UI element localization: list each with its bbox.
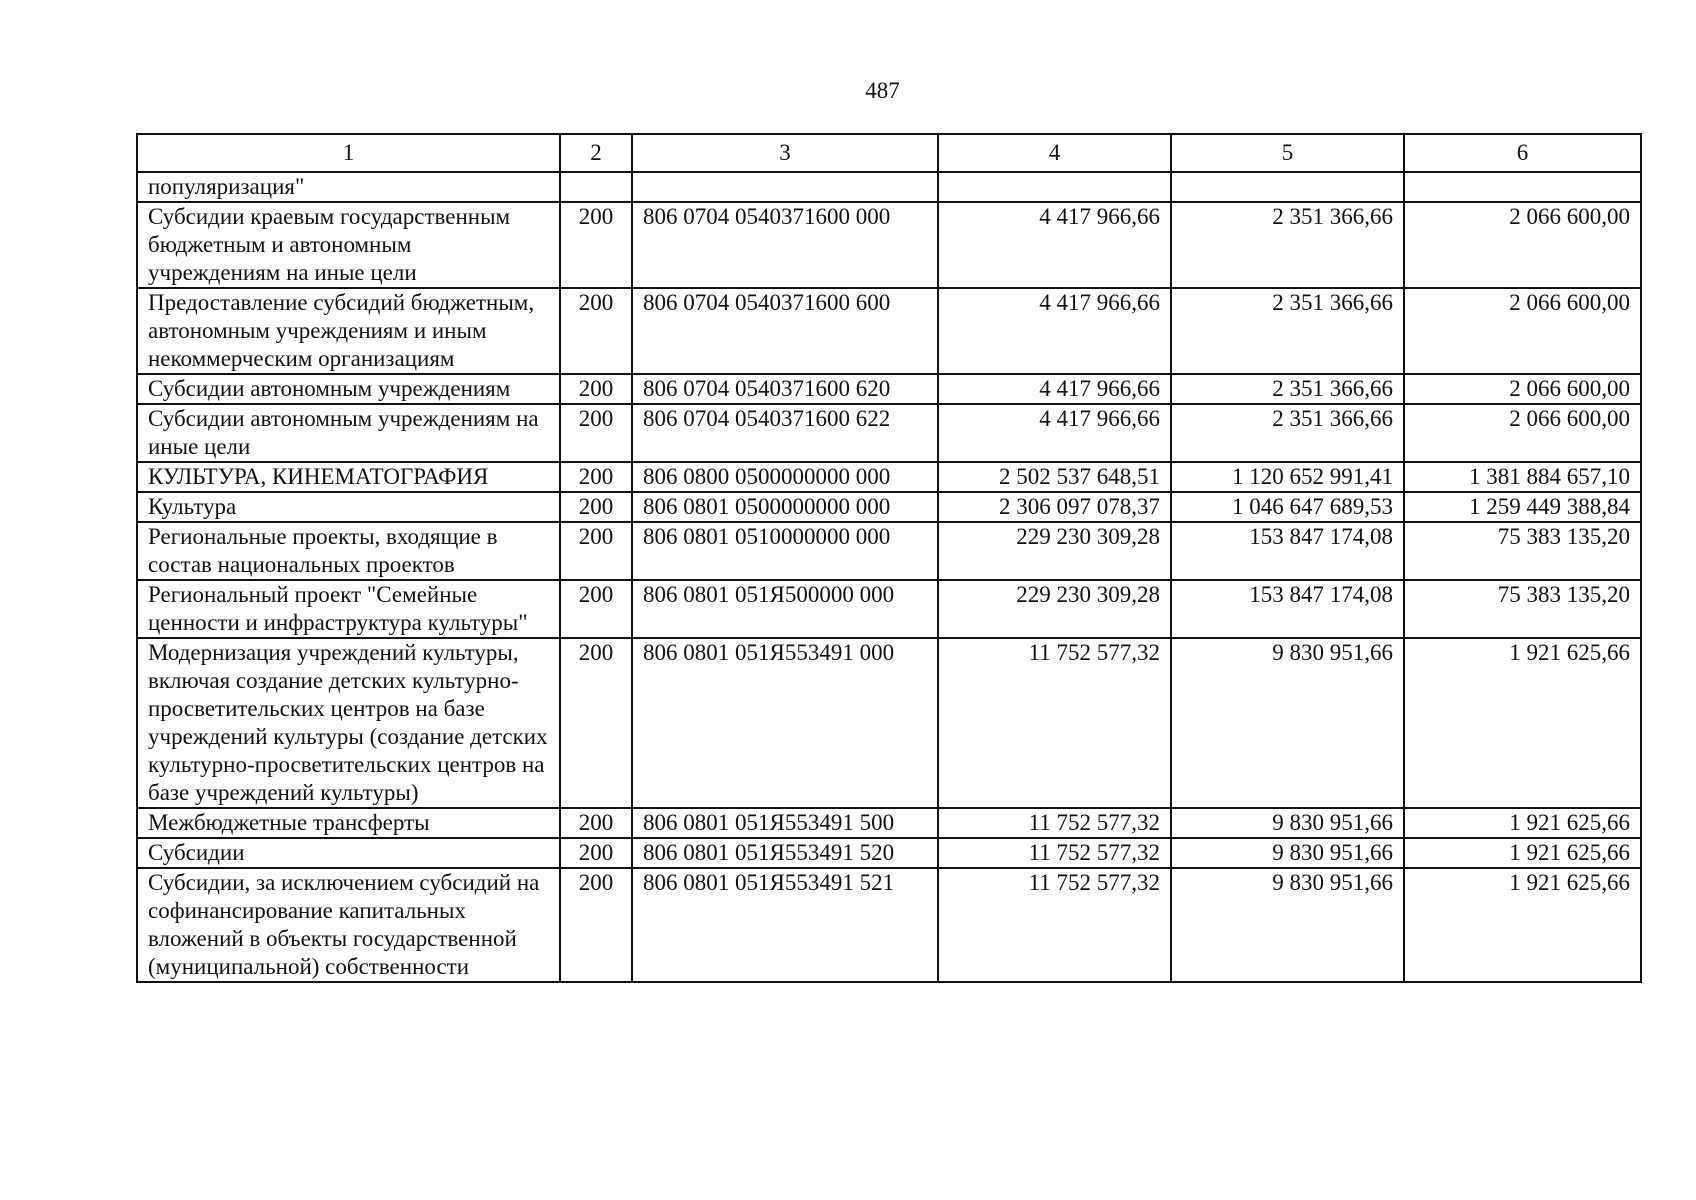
row-code: 200 <box>560 404 632 462</box>
row-code: 200 <box>560 202 632 288</box>
table-row <box>137 492 1641 522</box>
row-name: КУЛЬТУРА, КИНЕМАТОГРАФИЯ <box>137 462 560 492</box>
column-header: 1 <box>137 134 560 172</box>
row-classification-code: 806 0801 0510000000 000 <box>632 522 938 580</box>
row-classification-code: 806 0800 0500000000 000 <box>632 462 938 492</box>
row-amount-total: 2 502 537 648,51 <box>938 462 1171 492</box>
table-row <box>137 374 1641 404</box>
row-amount-5: 1 046 647 689,53 <box>1171 492 1404 522</box>
row-amount-6: 2 066 600,00 <box>1404 374 1641 404</box>
row-amount-5: 2 351 366,66 <box>1171 288 1404 374</box>
row-amount-5: 1 120 652 991,41 <box>1171 462 1404 492</box>
table-header-row <box>137 134 1641 172</box>
row-amount-5: 153 847 174,08 <box>1171 580 1404 638</box>
table-row <box>137 288 1641 374</box>
table-row <box>137 580 1641 638</box>
row-code: 200 <box>560 808 632 838</box>
row-classification-code: 806 0704 0540371600 620 <box>632 374 938 404</box>
row-code: 200 <box>560 492 632 522</box>
row-name: Предоставление субсидий бюджетным, автономным учреждениям и иным некоммерческим организациям <box>137 288 560 374</box>
row-name: Модернизация учреждений культуры, включая создание детских культурно-просветительских центров на базе учреждений культуры (создание детских культурно-просветительских центров на базе учреждений культуры) <box>137 638 560 808</box>
row-classification-code: 806 0704 0540371600 000 <box>632 202 938 288</box>
row-classification-code: 806 0801 051Я553491 520 <box>632 838 938 868</box>
row-code: 200 <box>560 522 632 580</box>
row-classification-code: 806 0801 051Я553491 521 <box>632 868 938 982</box>
row-amount-5: 2 351 366,66 <box>1171 404 1404 462</box>
table-row <box>137 202 1641 288</box>
row-amount-total: 4 417 966,66 <box>938 202 1171 288</box>
row-amount-total: 11 752 577,32 <box>938 638 1171 808</box>
row-name: популяризация" <box>137 172 560 202</box>
row-amount-6 <box>1404 172 1641 202</box>
table-row <box>137 638 1641 808</box>
table-row <box>137 808 1641 838</box>
table-row <box>137 838 1641 868</box>
row-amount-6: 1 921 625,66 <box>1404 638 1641 808</box>
row-code: 200 <box>560 868 632 982</box>
row-amount-6: 1 921 625,66 <box>1404 838 1641 868</box>
row-classification-code: 806 0801 051Я553491 500 <box>632 808 938 838</box>
row-classification-code <box>632 172 938 202</box>
row-amount-6: 1 381 884 657,10 <box>1404 462 1641 492</box>
row-classification-code: 806 0801 0500000000 000 <box>632 492 938 522</box>
row-amount-5: 9 830 951,66 <box>1171 868 1404 982</box>
row-amount-total: 11 752 577,32 <box>938 838 1171 868</box>
row-name: Субсидии автономным учреждениям <box>137 374 560 404</box>
row-amount-total <box>938 172 1171 202</box>
row-classification-code: 806 0801 051Я553491 000 <box>632 638 938 808</box>
column-header: 6 <box>1404 134 1641 172</box>
row-name: Региональный проект "Семейные ценности и инфраструктура культуры" <box>137 580 560 638</box>
row-amount-5: 9 830 951,66 <box>1171 808 1404 838</box>
row-amount-6: 1 921 625,66 <box>1404 868 1641 982</box>
row-amount-6: 1 921 625,66 <box>1404 808 1641 838</box>
row-amount-6: 2 066 600,00 <box>1404 202 1641 288</box>
row-amount-5: 153 847 174,08 <box>1171 522 1404 580</box>
row-amount-5: 9 830 951,66 <box>1171 838 1404 868</box>
table-row <box>137 172 1641 202</box>
column-header: 5 <box>1171 134 1404 172</box>
row-amount-total: 4 417 966,66 <box>938 374 1171 404</box>
table-row <box>137 462 1641 492</box>
row-classification-code: 806 0704 0540371600 622 <box>632 404 938 462</box>
column-header: 3 <box>632 134 938 172</box>
row-name: Субсидии автономным учреждениям на иные цели <box>137 404 560 462</box>
table-row <box>137 404 1641 462</box>
row-amount-5: 2 351 366,66 <box>1171 374 1404 404</box>
column-header: 4 <box>938 134 1171 172</box>
row-code: 200 <box>560 288 632 374</box>
row-code: 200 <box>560 580 632 638</box>
column-header: 2 <box>560 134 632 172</box>
row-amount-total: 11 752 577,32 <box>938 868 1171 982</box>
row-code: 200 <box>560 374 632 404</box>
row-amount-6: 1 259 449 388,84 <box>1404 492 1641 522</box>
row-amount-5: 2 351 366,66 <box>1171 202 1404 288</box>
row-amount-5: 9 830 951,66 <box>1171 638 1404 808</box>
row-name: Субсидии, за исключением субсидий на софинансирование капитальных вложений в объекты государственной (муниципальной) собственности <box>137 868 560 982</box>
row-amount-total: 4 417 966,66 <box>938 404 1171 462</box>
row-amount-6: 2 066 600,00 <box>1404 404 1641 462</box>
budget-table <box>136 133 1642 983</box>
row-amount-6: 75 383 135,20 <box>1404 522 1641 580</box>
page-number: 487 <box>865 78 900 103</box>
row-amount-total: 4 417 966,66 <box>938 288 1171 374</box>
row-name: Межбюджетные трансферты <box>137 808 560 838</box>
row-amount-total: 2 306 097 078,37 <box>938 492 1171 522</box>
row-code <box>560 172 632 202</box>
row-name: Культура <box>137 492 560 522</box>
table-row <box>137 868 1641 982</box>
row-code: 200 <box>560 462 632 492</box>
row-amount-5 <box>1171 172 1404 202</box>
row-amount-6: 2 066 600,00 <box>1404 288 1641 374</box>
row-name: Региональные проекты, входящие в состав национальных проектов <box>137 522 560 580</box>
row-classification-code: 806 0704 0540371600 600 <box>632 288 938 374</box>
row-code: 200 <box>560 838 632 868</box>
row-amount-total: 11 752 577,32 <box>938 808 1171 838</box>
row-name: Субсидии <box>137 838 560 868</box>
row-name: Субсидии краевым государственным бюджетным и автономным учреждениям на иные цели <box>137 202 560 288</box>
row-code: 200 <box>560 638 632 808</box>
row-classification-code: 806 0801 051Я500000 000 <box>632 580 938 638</box>
row-amount-total: 229 230 309,28 <box>938 522 1171 580</box>
row-amount-6: 75 383 135,20 <box>1404 580 1641 638</box>
table-row <box>137 522 1641 580</box>
row-amount-total: 229 230 309,28 <box>938 580 1171 638</box>
